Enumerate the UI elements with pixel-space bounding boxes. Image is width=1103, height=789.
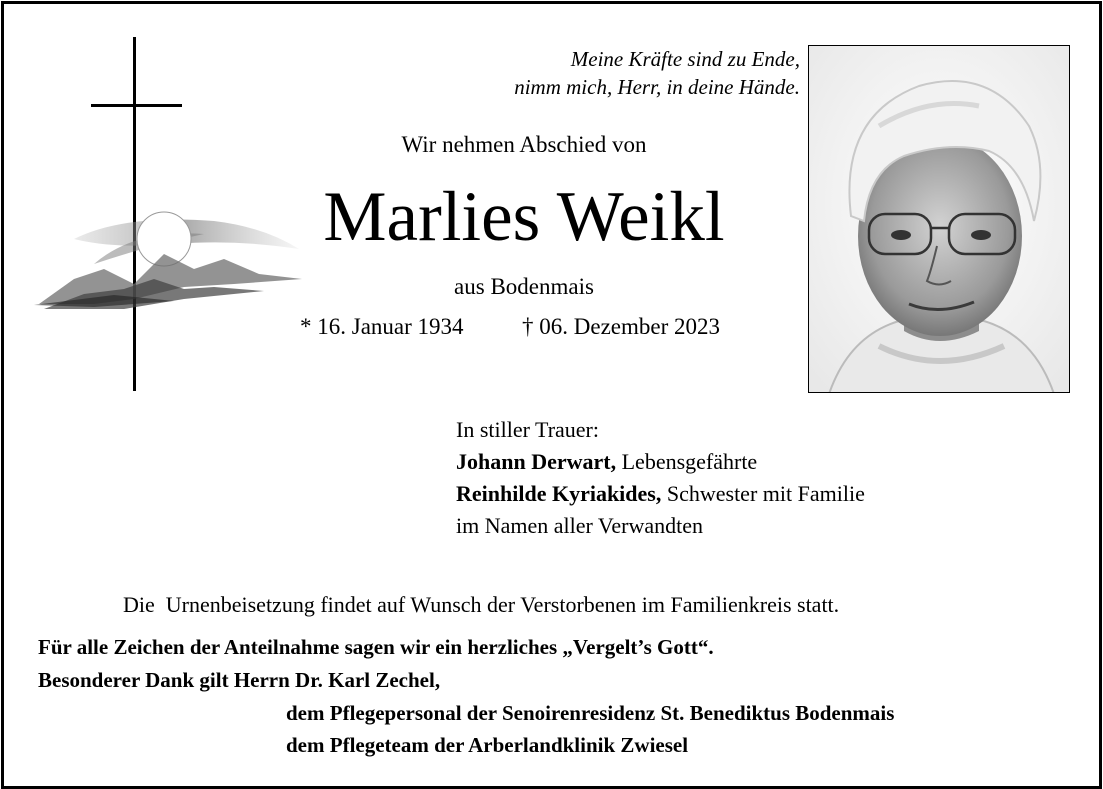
mourner-relation: Schwester mit Familie: [666, 481, 865, 506]
mourner-relation: Lebensgefährte: [621, 449, 758, 474]
mourner-name: Reinhilde Kyriakides,: [456, 481, 662, 506]
birth-date: * 16. Januar 1934: [300, 314, 464, 339]
thanks-line-1: Für alle Zeichen der Anteilnahme sagen wir ein herzliches „Vergelt’s Gott“.: [38, 635, 714, 659]
thanks-line-3: dem Pflegepersonal der Senoirenresidenz St. Benediktus Bodenmais: [286, 701, 895, 725]
mourner-name: Johann Derwart,: [456, 449, 617, 474]
intro-text: Wir nehmen Abschied von: [401, 132, 647, 157]
burial-note: Die Urnenbeisetzung findet auf Wunsch der Verstorbenen im Familienkreis statt.: [123, 592, 840, 617]
mourner-row: [456, 449, 757, 475]
verse-line-1: Meine Kräfte sind zu Ende,: [570, 47, 800, 71]
thanks-line-4: dem Pflegeteam der Arberlandklinik Zwiesel: [286, 733, 689, 757]
thanks-line-2: Besonderer Dank gilt Herrn Dr. Karl Zechel,: [38, 668, 441, 692]
mourner-row: [456, 481, 865, 507]
obituary-frame: [1, 1, 1102, 789]
portrait-photo: [808, 45, 1070, 393]
mourners-closing: im Namen aller Verwandten: [456, 513, 704, 538]
deceased-name: Marlies Weikl: [323, 178, 725, 256]
death-date: † 06. Dezember 2023: [522, 314, 720, 339]
origin-text: aus Bodenmais: [454, 274, 594, 299]
mourners-heading: In stiller Trauer:: [456, 417, 599, 442]
moon-mountains-illustration: [34, 209, 304, 319]
verse-line-2: nimm mich, Herr, in deine Hände.: [514, 75, 800, 99]
